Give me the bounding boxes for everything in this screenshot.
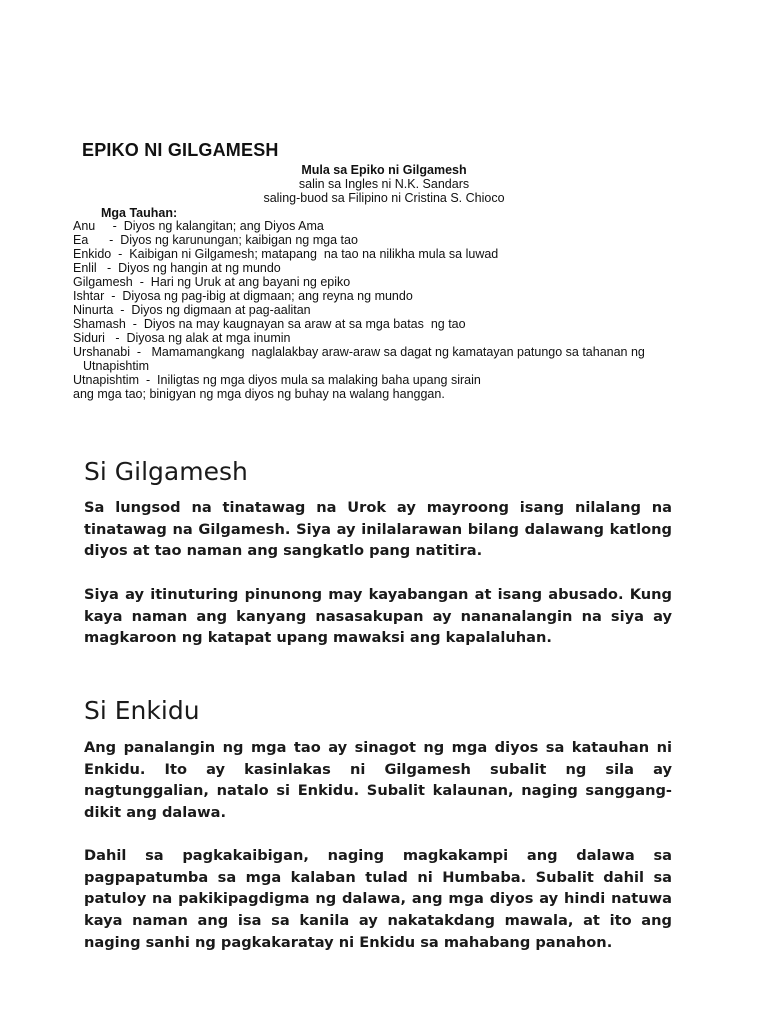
characters-label: Mga Tauhan:: [101, 206, 178, 220]
enkidu-paragraph-2: Dahil sa pagkakaibigan, naging magkakampi ang dalawa sa pagpapatumba sa mga kalaban tulad ni Humbaba. Subalit dahil sa patuloy na pakikipagdigma ng dalawa, ang mga diyos ay hindi natuwa kaya naman ang isa sa kanila ay nakatakdang mawala, at ito ang naging sanhi ng pagkakaratay ni Enkidu sa mahabang panahon.: [84, 847, 672, 951]
section-heading-enkidu: Si Enkidu: [84, 696, 200, 725]
gilgamesh-paragraph-1: Sa lungsod na tinatawag na Urok ay mayroong isang nilalang na tinatawag na Gilgamesh. Siya ay inilalarawan bilang dalawang katlong diyos at tao naman ang sangkatlo pang natitira.: [84, 499, 672, 560]
character-row-gilgamesh: Gilgamesh - Hari ng Uruk at ang bayani ng epiko: [73, 275, 351, 289]
character-row-ishtar: Ishtar - Diyosa ng pag-ibig at digmaan; ang reyna ng mundo: [73, 289, 413, 303]
character-row-enkido: Enkido - Kaibigan ni Gilgamesh; matapang na tao na nilikha mula sa luwad: [73, 247, 499, 261]
character-row-shamash: Shamash - Diyos na may kaugnayan sa araw at sa mga batas ng tao: [73, 317, 466, 331]
character-row-urshanabi: Urshanabi - Mamamangkang naglalakbay araw-araw sa dagat ng kamatayan patungo sa tahanan ng: [73, 345, 645, 359]
document-title: EPIKO NI GILGAMESH: [82, 140, 279, 160]
section-heading-gilgamesh: Si Gilgamesh: [84, 457, 248, 486]
character-row-urshanabi-cont: [73, 359, 693, 373]
character-row-utnapishtim-cont: ang mga tao; binigyan ng mga diyos ng buhay na walang hanggan.: [73, 387, 445, 401]
character-row-anu: Anu - Diyos ng kalangitan; ang Diyos Ama: [73, 219, 324, 233]
character-row-utnapishtim: Utnapishtim - Iniligtas ng mga diyos mula sa malaking baha upang sirain: [73, 373, 481, 387]
english-translation-credit: salin sa Ingles ni N.K. Sandars: [298, 177, 470, 191]
character-list: [73, 219, 693, 401]
character-row-ninurta: Ninurta - Diyos ng digmaan at pag-aalitan: [73, 303, 311, 317]
gilgamesh-paragraph-2: Siya ay itinuturing pinunong may kayabangan at isang abusado. Kung kaya naman ang kanyang nasasakupan ay nananalangin na siya ay magkaroon ng katapat upang mawaksi ang kapalaluhan.: [84, 586, 672, 647]
source-subtitle: Mula sa Epiko ni Gilgamesh: [301, 163, 467, 177]
character-row-enlil: Enlil - Diyos ng hangin at ng mundo: [73, 261, 281, 275]
filipino-summary-credit: saling-buod sa Filipino ni Cristina S. Chioco: [263, 191, 505, 205]
character-row-siduri: Siduri - Diyosa ng alak at mga inumin: [73, 331, 291, 345]
character-row-urshanabi-cont-text: Utnapishtim: [83, 359, 149, 373]
character-row-ea: Ea - Diyos ng karunungan; kaibigan ng mga tao: [73, 233, 358, 247]
enkidu-paragraph-1: Ang panalangin ng mga tao ay sinagot ng mga diyos sa katauhan ni Enkidu. Ito ay kasinlakas ni Gilgamesh subalit ng sila ay nagtunggalian, natalo si Enkidu. Subalit kalaunan, naging sanggang-dikit ang dalawa.: [84, 739, 672, 822]
